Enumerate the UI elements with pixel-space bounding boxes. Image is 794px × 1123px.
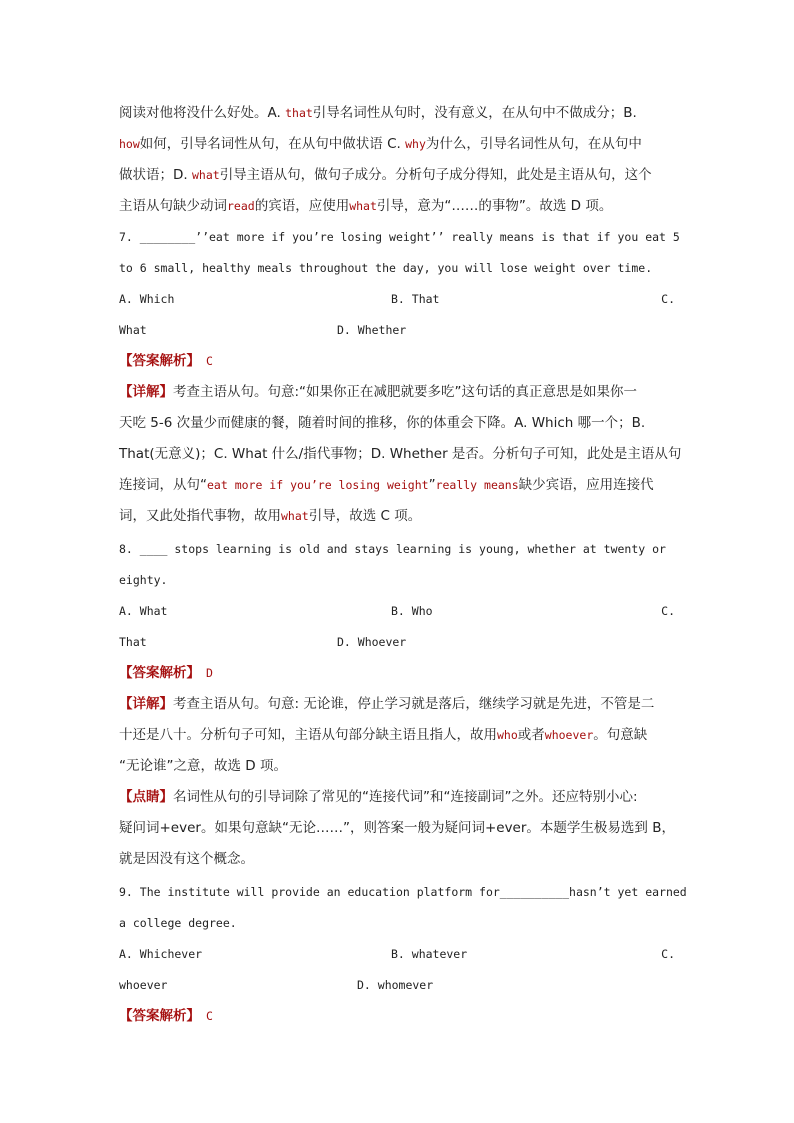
question-8-detail-1: 【详解】考查主语从句。句意: 无论谁，停止学习就是落后，继续学习就是先进，不管是二 <box>119 696 655 712</box>
question-8-tip-1: 【点睛】名词性从句的引导词除了常见的“连接代词”和“连接副词”之外。还应特别小心: <box>119 789 638 805</box>
analysis-line-4: 主语从句缺少动词read的宾语，应使用what引导，意为“……的事物”。故选 D 项。 <box>119 198 613 214</box>
option-a: A. What <box>119 604 168 618</box>
question-7-detail-1: 【详解】考查主语从句。句意:“如果你正在减肥就要多吃”这句话的真正意思是如果你一 <box>119 384 638 400</box>
option-a: A. Which <box>119 292 175 306</box>
option-c-label: C. <box>661 292 675 306</box>
question-7-options-row-2 <box>119 320 675 340</box>
option-b: B. That <box>391 292 440 306</box>
question-8-line-2: eighty. <box>119 573 168 587</box>
question-9-options-row-1 <box>119 944 675 964</box>
question-8-line-1: 8. ____ stops learning is old and stays learning is young, whether at twenty or <box>119 542 666 556</box>
question-7-detail-3: That(无意义)；C. What 什么/指代事物；D. Whether 是否。分析句子可知，此处是主语从句 <box>119 446 682 462</box>
question-8-detail-3: “无论谁”之意，故选 D 项。 <box>119 758 287 774</box>
question-9-options-row-2 <box>119 975 675 995</box>
question-8-options-row-2 <box>119 632 675 652</box>
option-c-text: whoever <box>119 978 168 992</box>
option-d: D. Whether <box>337 323 407 337</box>
question-7-line-2: to 6 small, healthy meals throughout the day, you will lose weight over time. <box>119 261 653 275</box>
question-8-tip-2: 疑问词+ever。如果句意缺“无论……”，则答案一般为疑问词+ever。本题学生极易选到 B， <box>119 820 675 836</box>
option-c-label: C. <box>661 604 675 618</box>
question-9-answer: 【答案解析】 C <box>119 1008 213 1024</box>
question-7-options-row-1 <box>119 289 675 309</box>
option-a: A. Whichever <box>119 947 203 961</box>
question-9-line-1: 9. The institute will provide an education platform for__________hasn’t yet earned <box>119 885 687 899</box>
question-9-line-2: a college degree. <box>119 916 237 930</box>
option-d: D. whomever <box>357 978 434 992</box>
question-7-line-1: 7. ________’’eat more if you’re losing weight’’ really means is that if you eat 5 <box>119 230 680 244</box>
option-d: D. Whoever <box>337 635 407 649</box>
question-8-detail-2: 十还是八十。分析句子可知，主语从句部分缺主语且指人，故用who或者whoever。句意缺 <box>119 727 648 743</box>
question-7-detail-4: 连接词，从句“eat more if you’re losing weight”really means缺少宾语，应用连接代 <box>119 477 654 493</box>
question-7-answer: 【答案解析】 C <box>119 353 213 369</box>
option-b: B. whatever <box>391 947 468 961</box>
analysis-line-2: how如何，引导名词性从句，在从句中做状语 C. why为什么，引导名词性从句，在从句中 <box>119 136 642 152</box>
option-b: B. Who <box>391 604 433 618</box>
question-8-answer: 【答案解析】 D <box>119 665 213 681</box>
analysis-line-1: 阅读对他将没什么好处。A. that引导名词性从句时，没有意义，在从句中不做成分；B. <box>119 105 637 121</box>
question-8-tip-3: 就是因没有这个概念。 <box>119 851 254 867</box>
option-c-text: That <box>119 635 147 649</box>
option-c-text: What <box>119 323 147 337</box>
option-c-label: C. <box>661 947 675 961</box>
analysis-line-3: 做状语；D. what引导主语从句，做句子成分。分析句子成分得知，此处是主语从句，这个 <box>119 167 652 183</box>
question-8-options-row-1 <box>119 601 675 621</box>
question-7-detail-5: 词，又此处指代事物，故用what引导，故选 C 项。 <box>119 508 422 524</box>
question-7-detail-2: 天吃 5-6 次量少而健康的餐，随着时间的推移，你的体重会下降。A. Which 哪一个；B. <box>119 415 646 431</box>
